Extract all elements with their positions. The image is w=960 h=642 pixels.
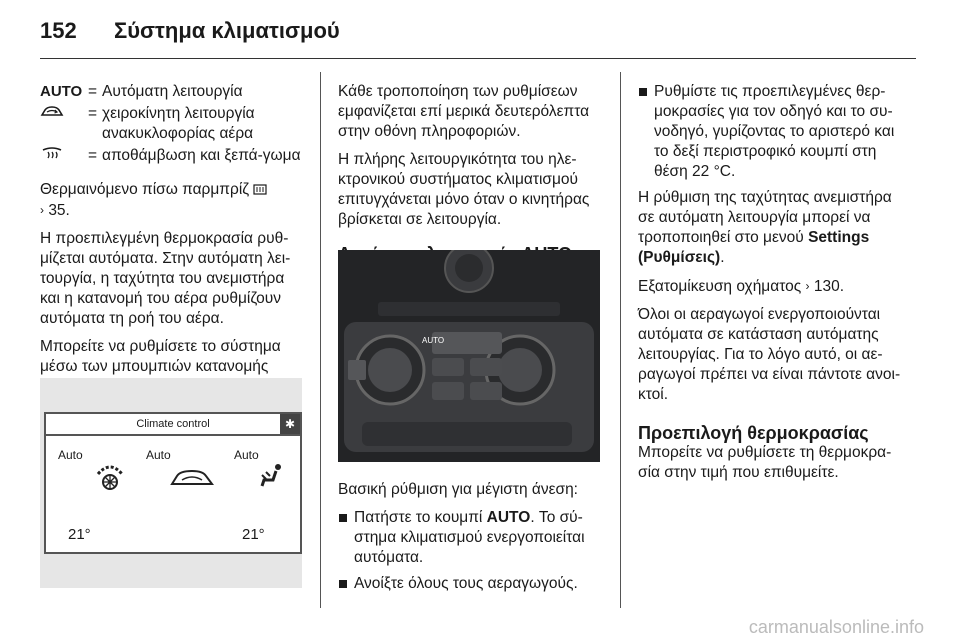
page-title: Σύστημα κλιματισμού	[114, 18, 340, 43]
legend-equals: =	[88, 147, 98, 164]
climate-display-illustration	[40, 378, 302, 588]
rear-window-paragraph	[40, 180, 302, 221]
column-divider-1	[320, 72, 321, 608]
fan-speed-text: Η ρύθμιση της ταχύτητας ανεμιστήρα σε αυτόματη λειτουργία μπορεί να τροποποιηθεί στο μενού	[638, 189, 892, 246]
reference-arrow-icon: ›	[805, 279, 810, 293]
engine-running-paragraph: Η πλήρης λειτουργικότητα του ηλε-κτρονικού συστήματος κλιματισμού επιτυγχάνεται μόνο όταν ο κινητήρας βρίσκεται σε λειτουργία.	[338, 151, 590, 228]
page-reference[interactable]: 130.	[813, 278, 844, 295]
watermark: carmanualsonline.info	[748, 617, 924, 637]
bullet-set-temperatures: Ρυθμίστε τις προεπιλεγμένες θερ-μοκρασίες για τον οδηγό και το συ-νοδηγό, γυρίζοντας το αριστερό και το δεξί περιστροφικό κουμπί στη θέση 22 °C.	[638, 82, 902, 182]
auto-label-distribution: Auto	[234, 448, 259, 462]
climate-screen	[44, 412, 302, 554]
set-temperature-paragraph: Μπορείτε να ρυθμίσετε τη θερμοκρα-σία στην τιμή που επιθυμείτε.	[638, 444, 892, 481]
climate-title: Climate control	[136, 418, 210, 430]
legend-equals: =	[88, 83, 98, 100]
fan-speed-text-end: .	[720, 249, 725, 266]
settings-gear-icon: ✱	[280, 414, 300, 434]
climate-title-bar	[46, 414, 300, 436]
column-3	[638, 82, 902, 491]
legend-equals: =	[88, 105, 98, 122]
rear-window-text: Θερμαινόμενο πίσω παρμπρίζ	[40, 181, 250, 198]
temp-left: 21°	[68, 526, 91, 543]
display-info-paragraph: Κάθε τροποποίηση των ρυθμίσεων εμφανίζεται επί μερικά δευτερόλεπτα στην οθόνη πληροφοριών.	[338, 83, 590, 140]
column-2-lower	[338, 480, 604, 600]
settings-menu-reference: Settings (Ρυθμίσεις)	[638, 229, 870, 266]
car-recirculation-icon	[170, 466, 214, 490]
bullet-text: Πατήστε το κουμπί	[354, 509, 483, 526]
adjust-system-paragraph: Μπορείτε να ρυθμίσετε το σύστημα μέσω των μπουμπιών κατανομής	[40, 338, 281, 375]
heated-rear-window-icon	[253, 181, 267, 192]
button-legend	[40, 82, 302, 168]
recirculation-icon	[40, 104, 88, 144]
page-number: 152	[40, 18, 77, 43]
page-reference[interactable]: 35.	[48, 202, 70, 219]
auto-label-recirc: Auto	[146, 448, 171, 462]
fan-icon	[94, 462, 126, 494]
vents-paragraph: Όλοι οι αεραγωγοί ενεργοποιούνται αυτόματα σε κατάσταση αυτόματης λειτουργίας. Για το λόγο αυτό, οι αε-ραγωγοί πρέπει να είναι πάντοτε ανοι-κτοί.	[638, 306, 901, 403]
bullet-open-vents: Ανοίξτε όλους τους αεραγωγούς.	[338, 574, 604, 594]
auto-button-reference: AUTO	[486, 509, 531, 526]
basic-setting-paragraph: Βασική ρύθμιση για μέγιστη άνεση:	[338, 481, 578, 498]
legend-desc-defrost: αποθάμβωση και ξεπά-γωμα	[102, 147, 301, 164]
legend-key-auto: AUTO	[40, 83, 83, 100]
control-panel-photo	[338, 250, 600, 462]
legend-desc-recirculation: χειροκίνητη λειτουργία ανακυκλοφορίας αέρα	[102, 105, 255, 142]
bullet-text: . Το σύ-στημα κλιματισμού ενεργοποιείται αυτόματα.	[354, 509, 585, 566]
personalisation-paragraph	[638, 276, 902, 297]
column-2	[338, 82, 604, 276]
personalisation-text: Εξατομίκευση οχήματος	[638, 278, 802, 295]
preset-temp-paragraph: Η προεπιλεγμένη θερμοκρασία ρυθ-μίζεται αυτόματα. Στην αυτόματη λει-τουργία, η ταχύτητα του ανεμιστήρα και η κατανομή του αέρα ρυθμίζουν αυτόματα τη ροή του αέρα.	[40, 230, 291, 327]
defrost-icon	[40, 146, 88, 168]
column-1	[40, 82, 302, 405]
photo-auto-button: AUTO	[422, 336, 445, 345]
auto-label-fan: Auto	[58, 448, 83, 462]
legend-desc-auto: Αυτόματη λειτουργία	[102, 83, 243, 100]
air-distribution-seat-icon	[260, 462, 286, 490]
header-divider	[40, 58, 916, 59]
reference-arrow-icon: ›	[40, 203, 44, 217]
column-divider-2	[620, 72, 621, 608]
bullet-press-auto	[338, 508, 604, 568]
fan-speed-paragraph	[638, 188, 902, 268]
preset-temperature-heading: Προεπιλογή θερμοκρασίας	[638, 423, 869, 443]
temp-right: 21°	[242, 526, 265, 543]
